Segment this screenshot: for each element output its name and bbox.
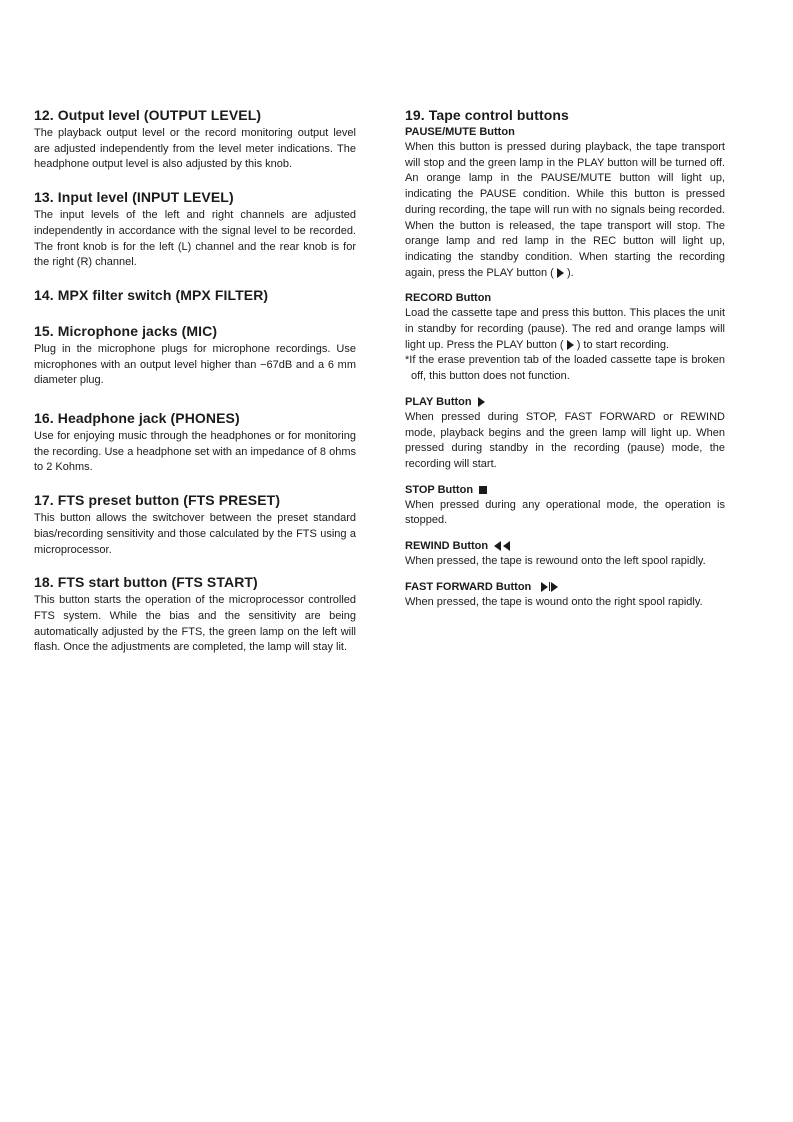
section-body: This button starts the operation of the microprocessor controlled FTS system. While the bias and the sensitivity are being automatically adjusted by the FTS, the green lamp on the left will flash. Once the adjustments are completed, the lamp will stay lit. <box>34 594 356 654</box>
fast-forward-icon <box>541 582 558 592</box>
section-fts-preset <box>34 491 356 558</box>
section-microphone-jacks <box>34 322 356 389</box>
record-text-end: ) to start recording. <box>576 338 670 351</box>
section-heading: 15. Microphone jacks (MIC) <box>34 322 218 339</box>
play-block <box>405 394 725 473</box>
left-column <box>34 106 356 671</box>
stop-title-text: STOP Button <box>405 483 474 496</box>
rewind-title <box>405 538 725 554</box>
play-triangle-icon <box>567 340 574 350</box>
section-heading: 18. FTS start button (FTS START) <box>34 574 258 591</box>
record-text: Load the cassette tape and press this button. This places the unit in standby for recording (pause). The red and orange lamps will light up. Press the PLAY button ( <box>405 307 725 351</box>
section-heading: 16. Headphone jack (PHONES) <box>34 410 240 427</box>
section-body: Use for enjoying music through the headphones or for monitoring the recording. Use a headphone set with an impedance of 8 ohms to 2 Kohms. <box>34 430 356 474</box>
section-body: Plug in the microphone plugs for microphone recordings. Use microphones with an output level higher than −67dB and a 6 mm diameter plug. <box>34 342 356 387</box>
pause-mute-text-end: ). <box>566 266 574 279</box>
stop-body: When pressed during any operational mode, the operation is stopped. <box>405 498 725 527</box>
pause-mute-body <box>405 140 725 281</box>
pause-mute-title: PAUSE/MUTE Button <box>405 126 515 138</box>
play-triangle-icon <box>557 268 564 278</box>
right-column <box>405 106 725 619</box>
play-body: When pressed during STOP, FAST FORWARD or REWIND mode, playback begins and the green lamp will light up. When pressed during standby in the recording (pause) mode, the recording will start. <box>405 410 725 470</box>
play-title <box>405 394 725 410</box>
fast-forward-block <box>405 579 725 611</box>
play-triangle-icon <box>478 397 485 407</box>
section-body: This button allows the switchover between the preset standard bias/recording sensitivity and those calculated by the FTS using a microprocessor. <box>34 512 356 556</box>
stop-block <box>405 482 725 529</box>
section-body: The input levels of the left and right channels are adjusted independently in accordance with the signal level to be recorded. The front knob is for the left (L) channel and the rear knob is for the right (R) channel. <box>34 209 356 269</box>
record-title: RECORD Button <box>405 292 492 305</box>
section-heading-tape-control: 19. Tape control buttons <box>405 107 569 123</box>
section-mpx-filter <box>34 286 356 304</box>
section-output-level <box>34 106 356 173</box>
fast-forward-body: When pressed, the tape is wound onto the right spool rapidly. <box>405 595 703 608</box>
record-block <box>405 290 725 385</box>
pause-mute-block <box>405 124 725 281</box>
section-headphone-jack <box>34 409 356 476</box>
play-title-text: PLAY Button <box>405 395 472 408</box>
stop-square-icon <box>479 486 487 494</box>
record-note: *If the erase prevention tab of the loaded cassette tape is broken off, this button does not function. <box>405 354 725 383</box>
record-body <box>405 306 725 353</box>
fast-forward-title-text: FAST FORWARD Button <box>405 580 532 593</box>
pause-mute-text: When this button is pressed during playback, the tape transport will stop and the green lamp in the PLAY button will be turned off. An orange lamp in the PAUSE/MUTE button will light up, indicating the PAUSE condition. While this button is pressed during recording, the tape will run with no signals being recorded. When the button is released, the tape transport will stop. The orange lamp and red lamp in the REC button will light up, indicating the standby condition. When starting the recording again, press the PLAY button ( <box>405 141 725 279</box>
rewind-title-text: REWIND Button <box>405 540 489 553</box>
section-heading: 14. MPX filter switch (MPX FILTER) <box>34 286 269 303</box>
section-heading: 12. Output level (OUTPUT LEVEL) <box>34 107 262 123</box>
fast-forward-title <box>405 579 725 595</box>
section-input-level <box>34 188 356 271</box>
rewind-block <box>405 538 725 570</box>
section-heading: 13. Input level (INPUT LEVEL) <box>34 189 234 206</box>
rewind-body: When pressed, the tape is rewound onto the left spool rapidly. <box>405 555 706 568</box>
rewind-double-triangle-icon <box>494 541 510 551</box>
stop-title <box>405 482 725 498</box>
section-body: The playback output level or the record monitoring output level are adjusted independently from the level meter indications. The headphone output level is also adjusted by this knob. <box>34 127 356 171</box>
section-fts-start <box>34 573 356 656</box>
section-heading: 17. FTS preset button (FTS PRESET) <box>34 492 281 509</box>
